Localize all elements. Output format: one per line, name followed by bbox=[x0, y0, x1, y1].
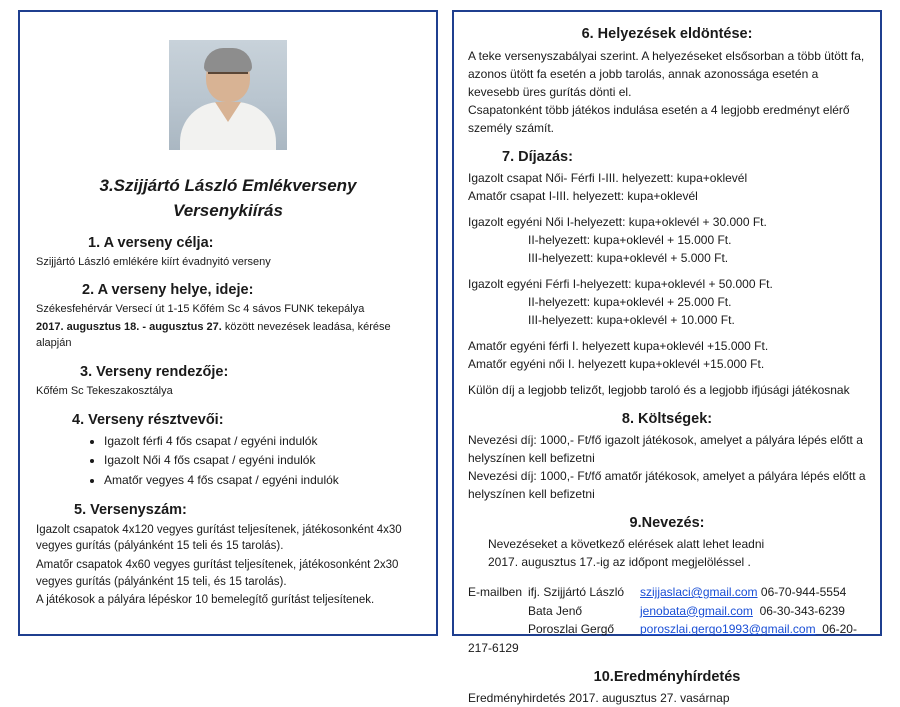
section-6-line-1: A teke versenyszabályai szerint. A helyezéseket elsősorban a több ütött fa, azonos ütött fa esetén a jobb tarolás, annak azonossága esetén a kevesebb üres gurítás dönti el. bbox=[468, 49, 865, 99]
contact-name: Bata Jenő bbox=[528, 603, 583, 618]
section-7-women-3: III-helyezett: kupa+oklevél + 5.000 Ft. bbox=[528, 251, 729, 265]
section-5-line-3: A játékosok a pályára lépéskor 10 bemelegítő gurítást teljesítenek. bbox=[36, 594, 375, 607]
spacer bbox=[468, 267, 866, 275]
contact-name: Poroszlai Gergő bbox=[528, 622, 615, 637]
section-7-men-2: II-helyezett: kupa+oklevél + 25.000 Ft. bbox=[528, 295, 732, 309]
participants-list bbox=[36, 432, 420, 490]
contact-phone: 06-70-944-5554 bbox=[760, 585, 847, 599]
section-heading-4: 4. Verseny résztvevői: bbox=[72, 412, 224, 429]
contact-name: ifj. Szijjártó László bbox=[528, 585, 625, 599]
contact-label: E-mailben bbox=[468, 585, 523, 599]
spacer bbox=[468, 373, 866, 381]
contact-row bbox=[468, 583, 866, 602]
photo-glasses bbox=[208, 72, 248, 83]
section-heading-5: 5. Versenyszám: bbox=[74, 501, 187, 518]
section-9-line-2: 2017. augusztus 17.-ig az időpont megjelöléssel . bbox=[488, 555, 751, 569]
right-page-panel bbox=[452, 10, 882, 706]
spacer bbox=[468, 571, 866, 583]
section-9-line-1: Nevezéseket a következő elérések alatt lehet leadni bbox=[488, 537, 765, 551]
list-item: • Igazolt férfi 4 fős csapat / egyéni indulók bbox=[104, 432, 420, 451]
portrait-photo-wrapper bbox=[36, 40, 420, 155]
portrait-photo bbox=[169, 40, 287, 150]
section-heading-8: 8. Költségek: bbox=[621, 411, 713, 427]
list-item: • Amatőr vegyes 4 fős csapat / egyéni indulók bbox=[104, 471, 420, 490]
contact-email-link[interactable]: poroszlai.gergo1993@gmail.com bbox=[640, 622, 816, 637]
left-page-panel bbox=[18, 10, 438, 636]
section-heading-7: 7. Díjazás: bbox=[502, 149, 573, 165]
spacer bbox=[468, 205, 866, 213]
section-2-venue: Székesfehérvár Versecí út 1-15 Kőfém Sc 4 sávos FUNK tekepálya bbox=[36, 303, 365, 316]
section-10-line-1: Eredményhirdetés 2017. augusztus 27. vasárnap bbox=[468, 691, 730, 706]
section-8-line-2: Nevezési díj: 1000,- Ft/fő amatőr játékosok, amelyet a pályára lépés előtt a helyszínen kell befizetni bbox=[468, 469, 866, 501]
section-heading-1: 1. A verseny célja: bbox=[88, 234, 214, 251]
photo-hair bbox=[204, 48, 252, 72]
section-2-dates bbox=[36, 320, 420, 352]
section-7-team-women-men: Igazolt csapat Női- Férfi I-III. helyezett: kupa+oklevél bbox=[468, 171, 748, 185]
section-7-men-3: III-helyezett: kupa+oklevél + 10.000 Ft. bbox=[528, 313, 735, 327]
section-2-dates-bold: 2017. augusztus 18. - augusztus 27. bbox=[36, 321, 222, 334]
contact-email-link[interactable]: szijjaslaci@gmail.com bbox=[640, 585, 758, 599]
contact-phone: 06-30-343-6239 bbox=[759, 603, 845, 618]
section-7-women-2: II-helyezett: kupa+oklevél + 15.000 Ft. bbox=[528, 233, 732, 247]
section-3-text: Kőfém Sc Tekeszakosztálya bbox=[36, 385, 173, 398]
section-7-special-prizes: Külön díj a legjobb telizőt, legjobb taroló és a legjobb ifjúsági játékosnak bbox=[468, 383, 850, 397]
section-1-text: Szijjártó László emlékére kiírt évadnyitó verseny bbox=[36, 255, 271, 268]
contact-row bbox=[468, 602, 866, 621]
section-6-line-2: Csapatonként több játékos indulása esetén a 4 legjobb eredményt elérő személy számít. bbox=[468, 103, 850, 135]
contact-email-link[interactable]: jenobata@gmail.com bbox=[640, 603, 753, 618]
section-5-line-1: Igazolt csapatok 4x120 vegyes gurítást teljesítenek, játékosonként 4x30 vegyes gurítás (pályánként 15 teli és 15 tarolás). bbox=[36, 523, 402, 553]
section-7-amateur-men: Amatőr egyéni férfi I. helyezett kupa+oklevél +15.000 Ft. bbox=[468, 339, 769, 353]
document-title: 3.Szijjártó László Emlékverseny bbox=[99, 176, 357, 195]
document-subtitle: Versenykiírás bbox=[173, 200, 283, 220]
section-5-line-2: Amatőr csapatok 4x60 vegyes gurítást teljesítenek, játékosonként 2x30 vegyes gurítás (pályánként 15 teli, és 15 tarolás). bbox=[36, 559, 399, 588]
contact-phone: 06-20-217-6129 bbox=[468, 622, 857, 655]
section-heading-10: 10.Eredményhírdetés bbox=[593, 669, 741, 686]
section-heading-9: 9.Nevezés: bbox=[629, 515, 705, 531]
section-2-dates-rest: között nevezések leadása, kérése alapján bbox=[36, 321, 391, 350]
section-8-line-1: Nevezési díj: 1000,- Ft/fő igazolt játékosok, amelyet a pályára lépés előtt a helyszínen kell befizetni bbox=[468, 433, 863, 465]
contact-row bbox=[468, 620, 866, 657]
section-7-men-1: Igazolt egyéni Férfi I-helyezett: kupa+oklevél + 50.000 Ft. bbox=[468, 277, 773, 291]
section-heading-3: 3. Verseny rendezője: bbox=[80, 364, 229, 381]
section-7-amateur-women: Amatőr egyéni női I. helyezett kupa+oklevél +15.000 Ft. bbox=[468, 357, 765, 371]
section-heading-6: 6. Helyezések eldöntése: bbox=[581, 26, 753, 42]
section-heading-2: 2. A verseny helye, ideje: bbox=[82, 282, 254, 299]
list-item: • Igazolt Női 4 fős csapat / egyéni indulók bbox=[104, 451, 420, 470]
spacer bbox=[468, 329, 866, 337]
section-7-team-amateur: Amatőr csapat I-III. helyezett: kupa+oklevél bbox=[468, 189, 698, 203]
section-7-women-1: Igazolt egyéni Női I-helyezett: kupa+oklevél + 30.000 Ft. bbox=[468, 215, 767, 229]
